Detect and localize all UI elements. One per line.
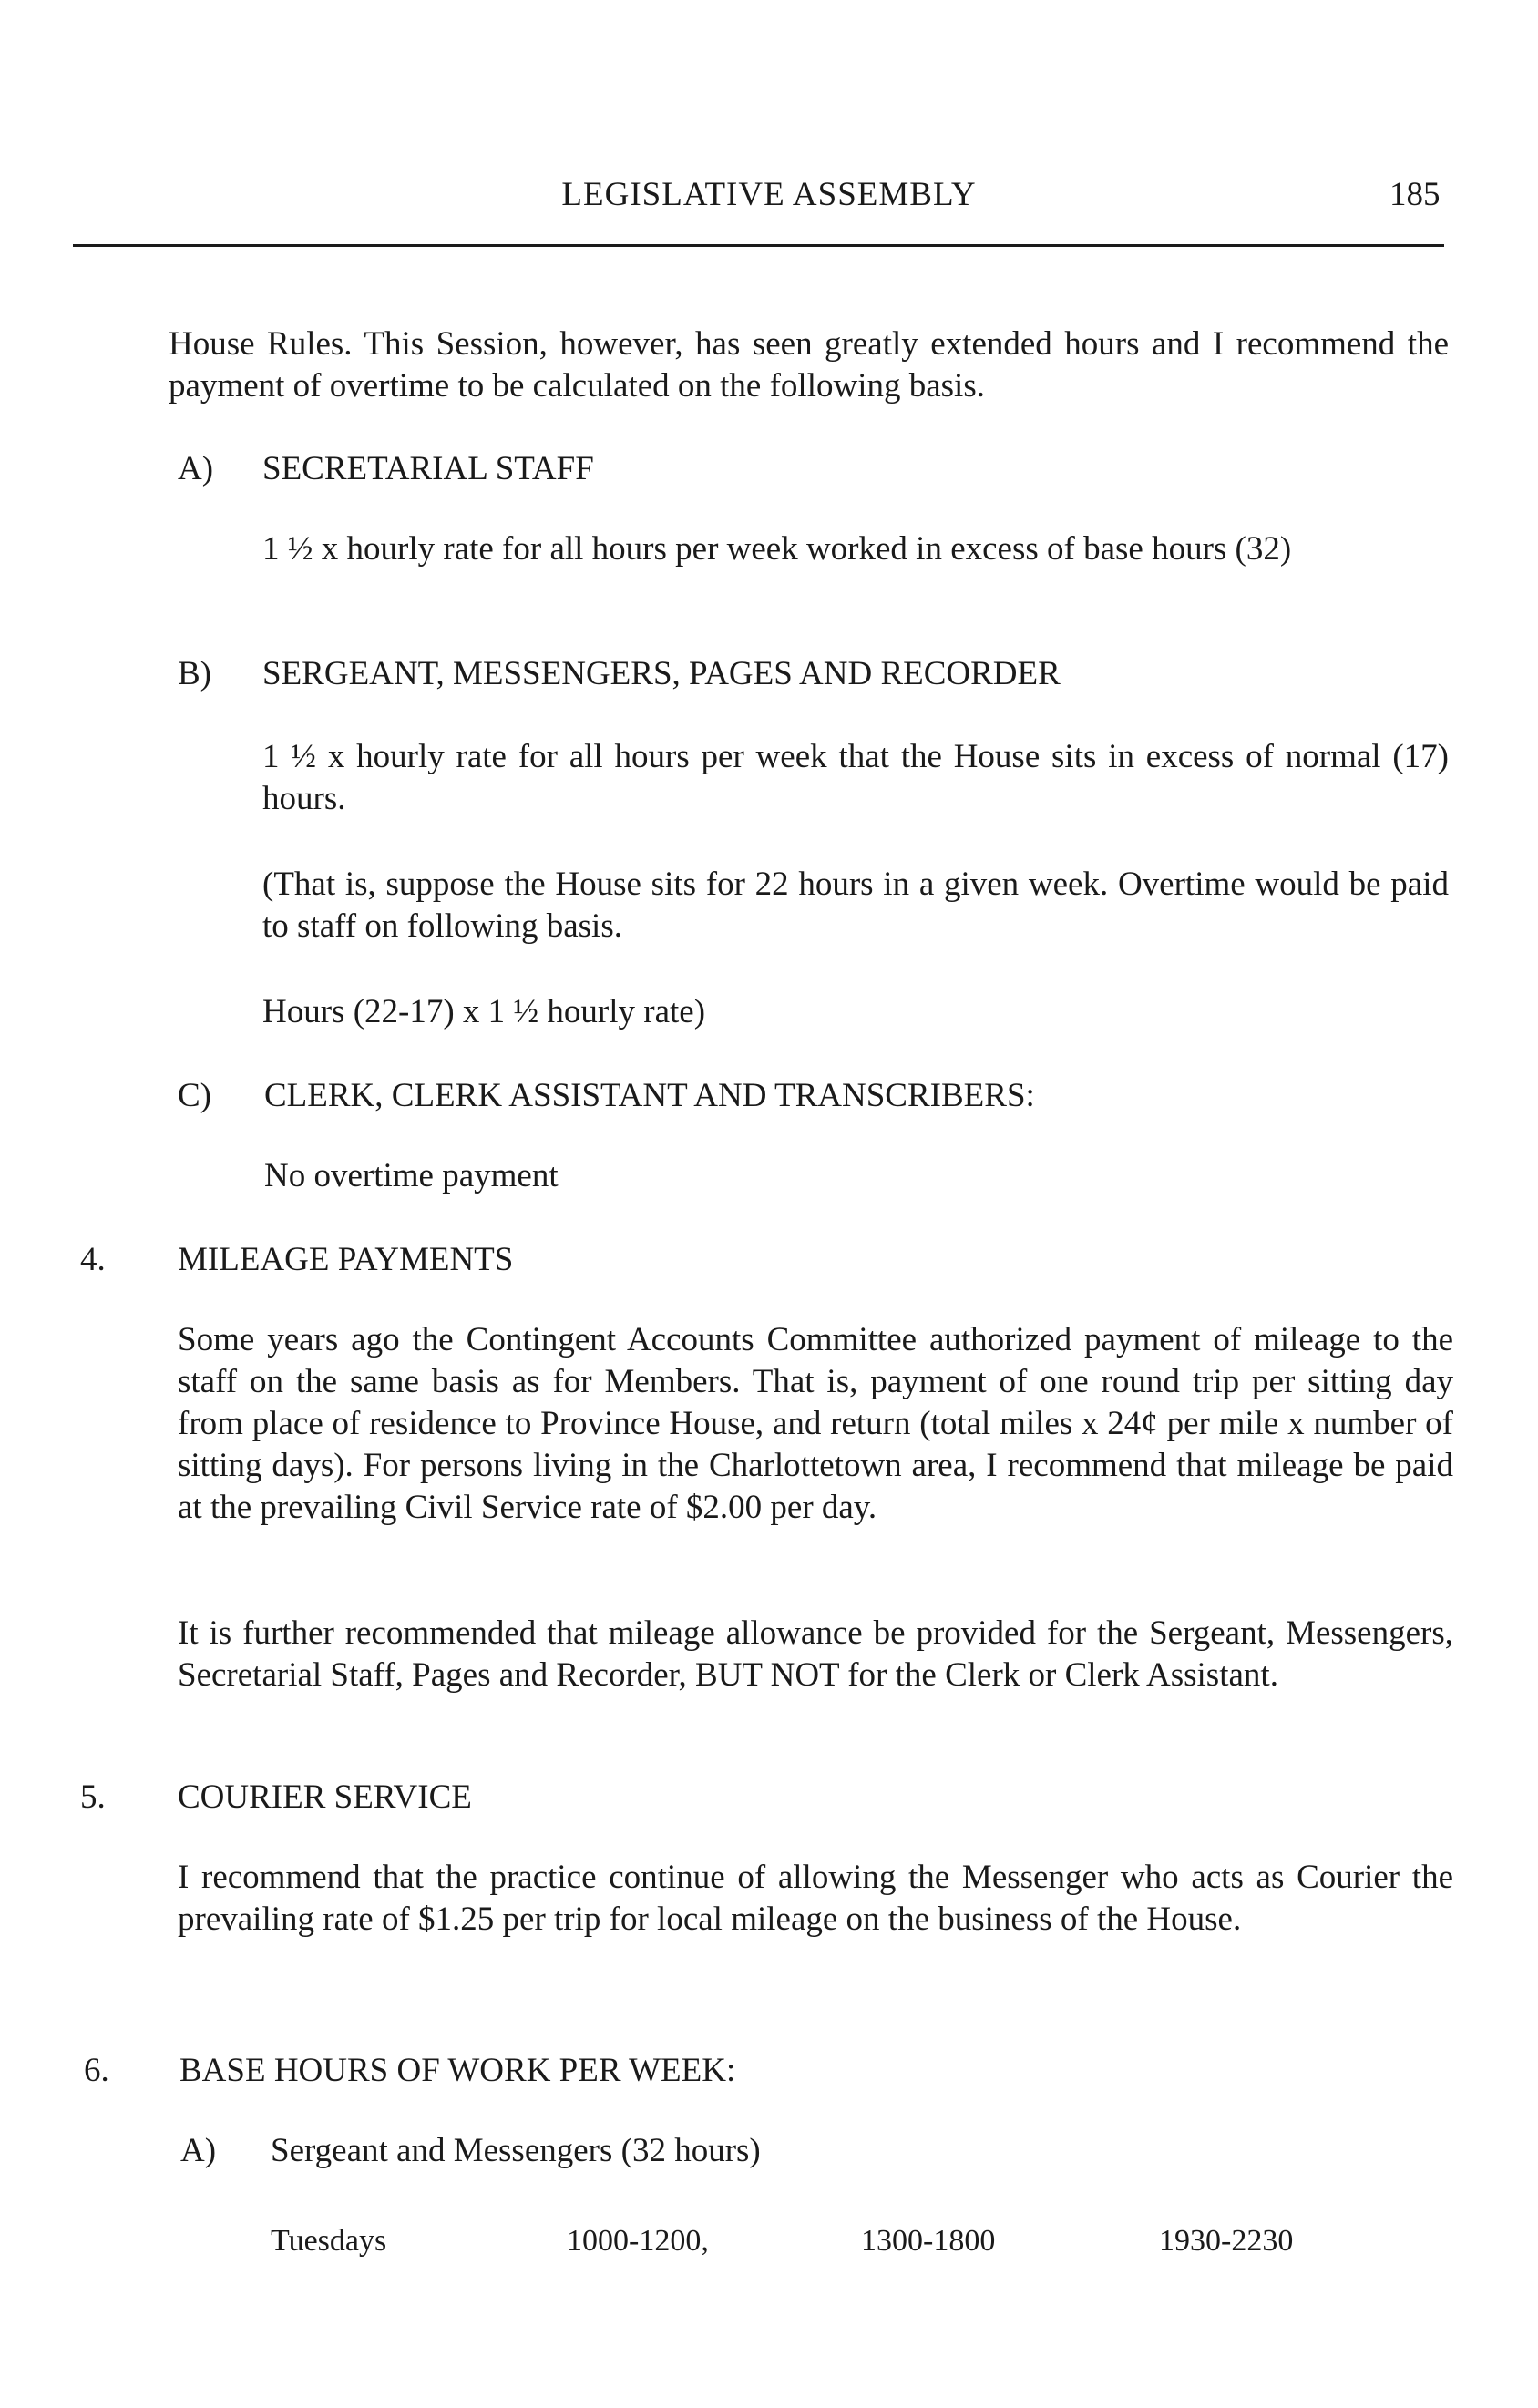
- secretarial-staff-heading: SECRETARIAL STAFF: [262, 450, 594, 487]
- overtime-example-text: (That is, suppose the House sits for 22 hours in a given week. Overtime would be paid to staff on following basis.: [262, 866, 1449, 945]
- sergeant-messengers-text: 1 ½ x hourly rate for all hours per week that the House sits in excess of normal (17) hours.: [262, 738, 1449, 817]
- mileage-payments-heading: MILEAGE PAYMENTS: [178, 1241, 514, 1278]
- item-a-label-section-6: A): [180, 2132, 217, 2169]
- sergeant-messengers-heading: SERGEANT, MESSENGERS, PAGES AND RECORDER: [262, 655, 1061, 692]
- schedule-slot-3: 1930-2230: [1159, 2224, 1294, 2258]
- section-4-number: 4.: [80, 1241, 106, 1278]
- page-header-title: LEGISLATIVE ASSEMBLY: [561, 176, 977, 213]
- item-b-label: B): [178, 655, 211, 692]
- clerk-transcribers-heading: CLERK, CLERK ASSISTANT AND TRANSCRIBERS:: [264, 1077, 1035, 1114]
- item-a-label: A): [178, 450, 214, 487]
- schedule-slot-2: 1300-1800: [861, 2224, 996, 2258]
- courier-service-paragraph: I recommend that the practice continue of allowing the Messenger who acts as Courier the prevailing rate of $1.25 per trip for local mileage on the business of the House.: [178, 1859, 1453, 1938]
- mileage-payments-paragraph-1: Some years ago the Contingent Accounts Committee authorized payment of mileage to the staff on the same basis as for Members. That is, payment of one round trip per sitting day from place of residence to Province House, and return (total miles x 24¢ per mile x number of sitting days). For persons living in the Charlottetown area, I recommend that mileage be paid at the prevailing Civil Service rate of $2.00 per day.: [178, 1321, 1453, 1526]
- header-rule: [73, 244, 1444, 247]
- intro-paragraph: House Rules. This Session, however, has seen greatly extended hours and I recommend the payment of overtime to be calculated on the following basis.: [169, 325, 1449, 405]
- overtime-formula-text: Hours (22-17) x 1 ½ hourly rate): [262, 993, 706, 1030]
- courier-service-heading: COURIER SERVICE: [178, 1778, 472, 1816]
- base-hours-heading: BASE HOURS OF WORK PER WEEK:: [179, 2052, 736, 2089]
- section-6-number: 6.: [84, 2052, 109, 2089]
- mileage-payments-paragraph-2: It is further recommended that mileage allowance be provided for the Sergeant, Messengers, Secretarial Staff, Pages and Recorder, BUT NOT for the Clerk or Clerk Assistant.: [178, 1614, 1453, 1694]
- schedule-slot-1: 1000-1200,: [567, 2224, 709, 2258]
- section-5-number: 5.: [80, 1778, 106, 1816]
- schedule-day: Tuesdays: [271, 2224, 387, 2258]
- sergeant-messengers-hours-heading: Sergeant and Messengers (32 hours): [271, 2132, 761, 2169]
- clerk-transcribers-text: No overtime payment: [264, 1157, 559, 1194]
- page-number: 185: [1389, 176, 1441, 213]
- item-c-label: C): [178, 1077, 211, 1114]
- secretarial-staff-text: 1 ½ x hourly rate for all hours per week worked in excess of base hours (32): [262, 530, 1292, 568]
